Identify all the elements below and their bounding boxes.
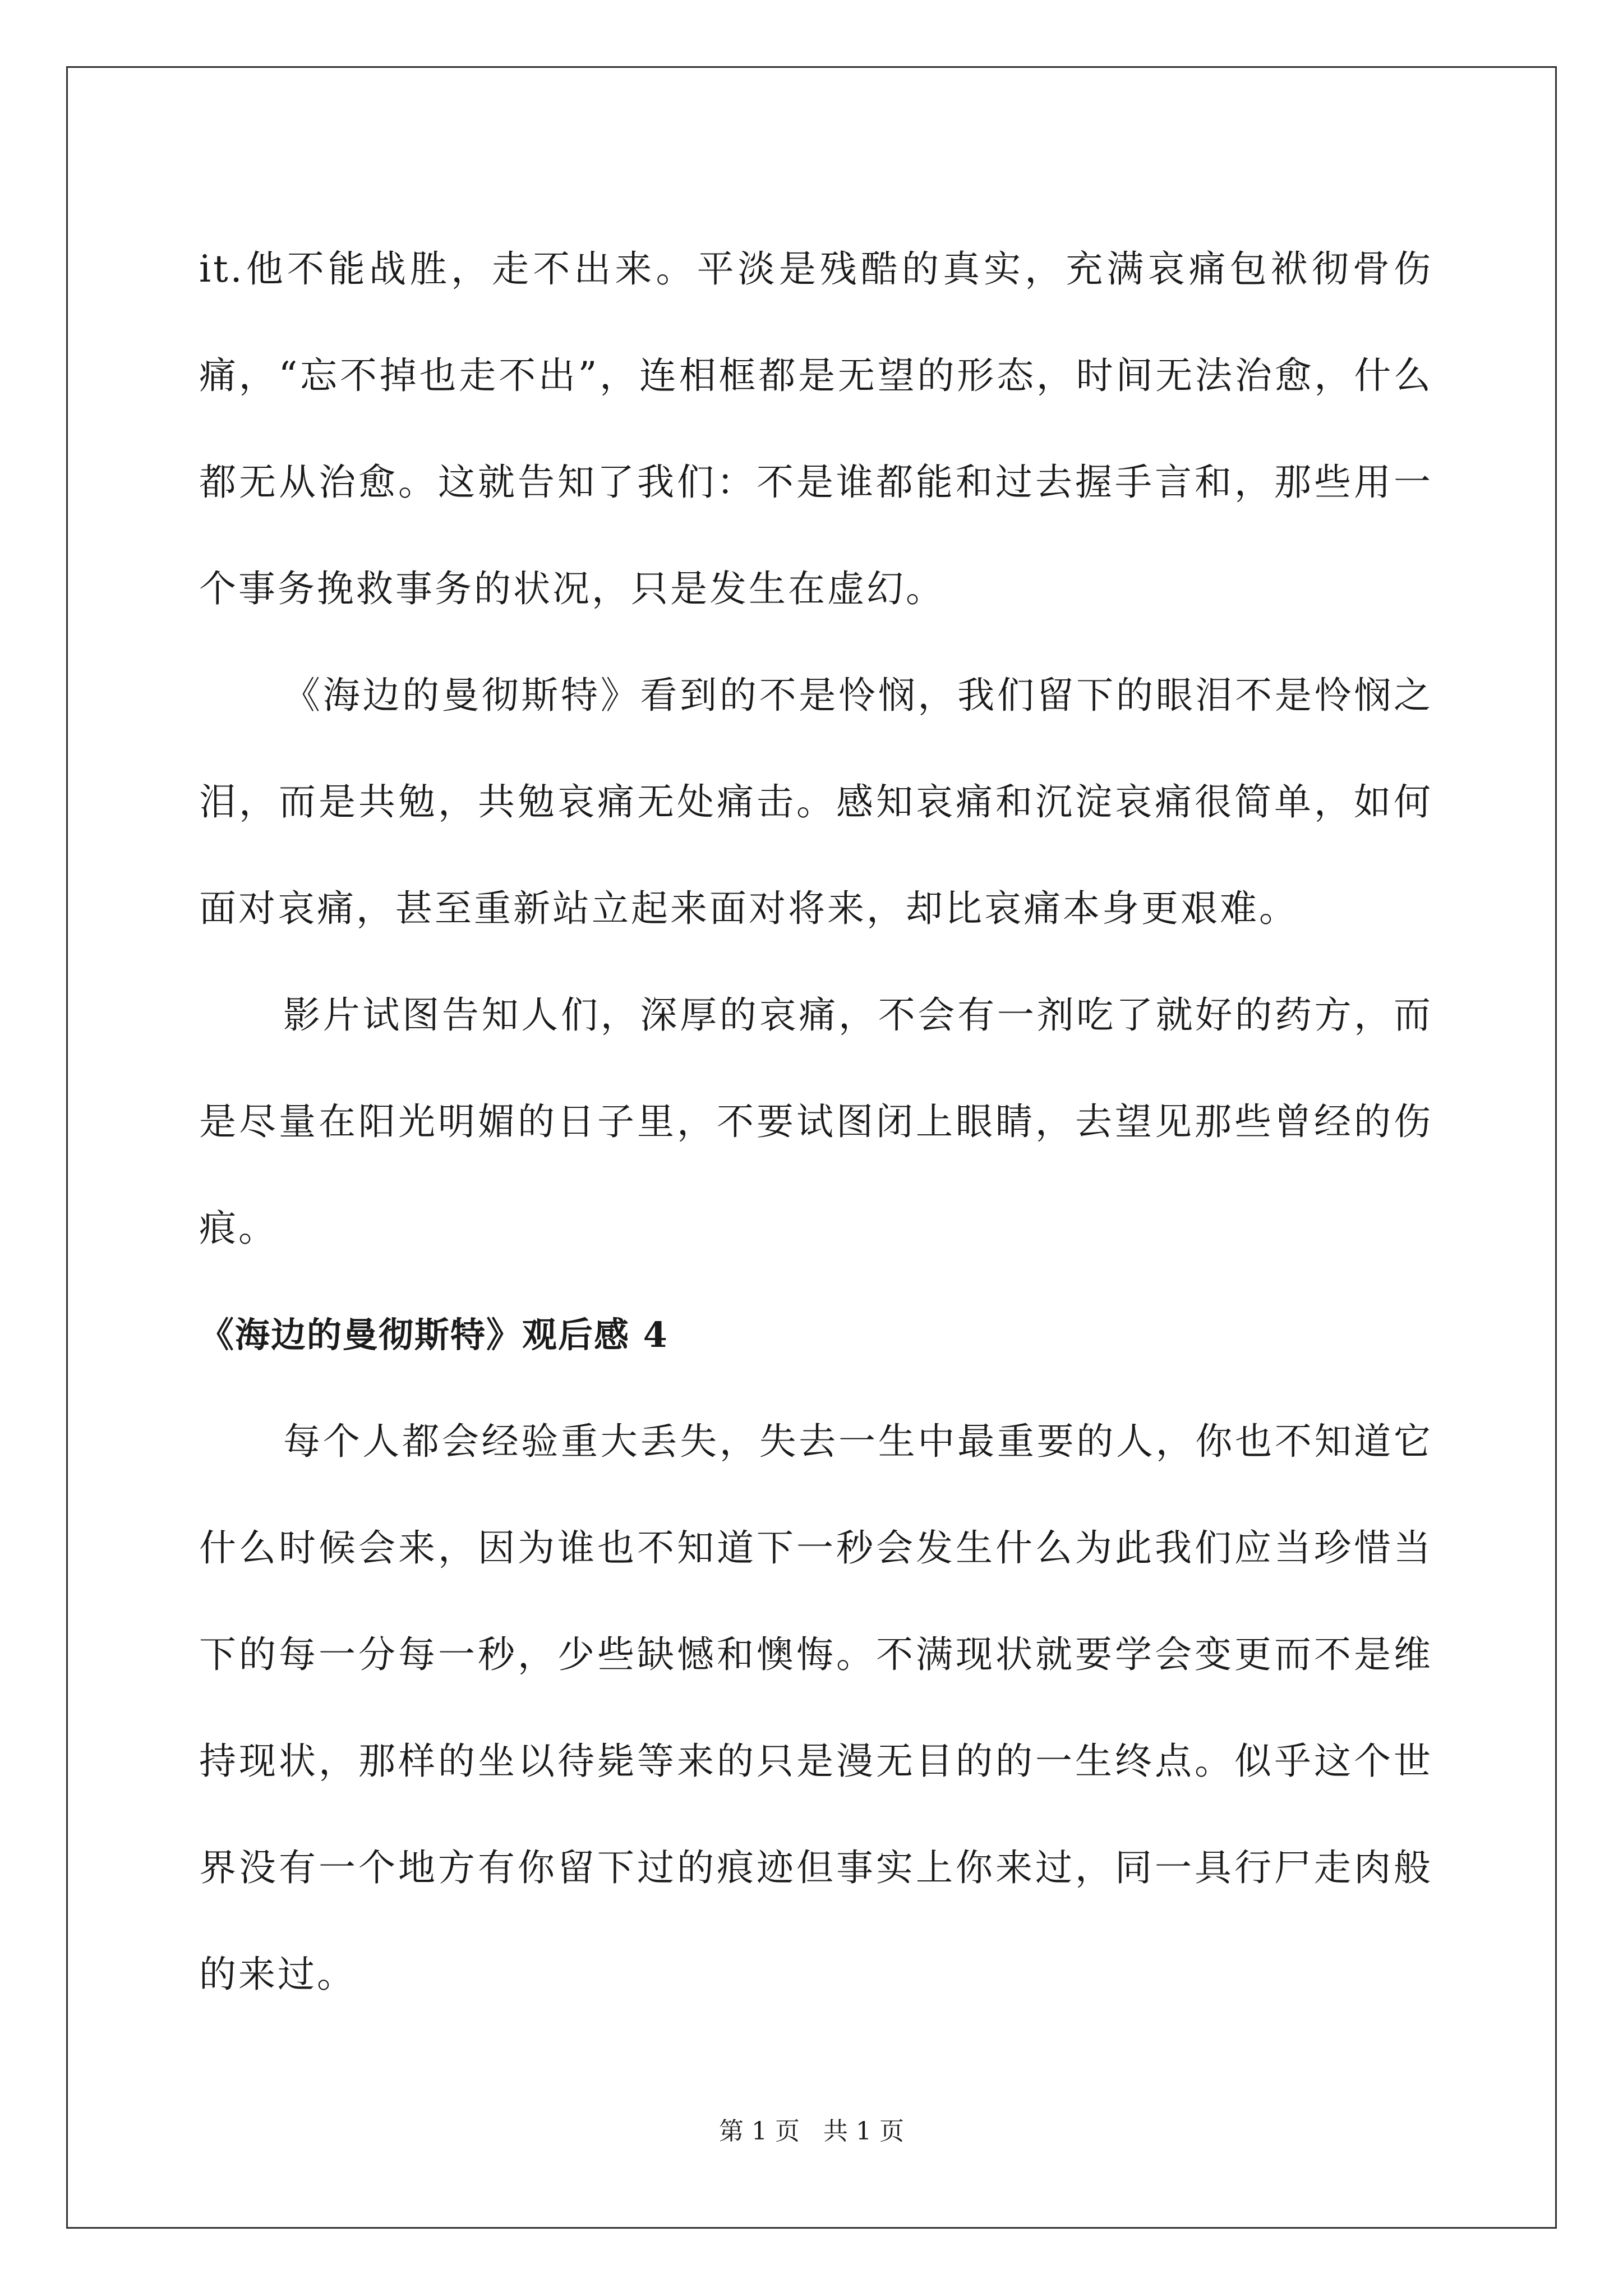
paragraph-3: 影片试图告知人们，深厚的哀痛，不会有一剂吃了就好的药方，而是尽量在阳光明媚的日子里，不要试图闭上眼睛，去望见那些曾经的伤痕。	[199, 993, 1433, 1250]
page-total: 共 1 页	[823, 2117, 904, 2146]
document-body	[199, 216, 1433, 2028]
page-footer	[0, 2115, 1623, 2148]
paragraph-1: it.他不能战胜，走不出来。平淡是残酷的真实，充满哀痛包袱彻骨伤痛，“忘不掉也走不出”，连相框都是无望的形态，时间无法治愈，什么都无从治愈。这就告知了我们：不是谁都能和过去握手言和，那些用一个事务挽救事务的状况，只是发生在虚幻。	[199, 247, 1433, 610]
paragraph-2: 《海边的曼彻斯特》看到的不是怜悯，我们留下的眼泪不是怜悯之泪，而是共勉，共勉哀痛无处痛击。感知哀痛和沉淀哀痛很简单，如何面对哀痛，甚至重新站立起来面对将来，却比哀痛本身更艰难。	[199, 674, 1433, 930]
page-number: 第 1 页	[719, 2117, 800, 2146]
section-heading: 《海边的曼彻斯特》观后感 4	[199, 1314, 668, 1355]
paragraph-4: 每个人都会经验重大丢失，失去一生中最重要的人，你也不知道它什么时候会来，因为谁也不知道下一秒会发生什么为此我们应当珍惜当下的每一分每一秒，少些缺憾和懊悔。不满现状就要学会变更而不是维持现状，那样的坐以待毙等来的只是漫无目的的一生终点。似乎这个世界没有一个地方有你留下过的痕迹但事实上你来过，同一具行尸走肉般的来过。	[199, 1420, 1433, 1996]
